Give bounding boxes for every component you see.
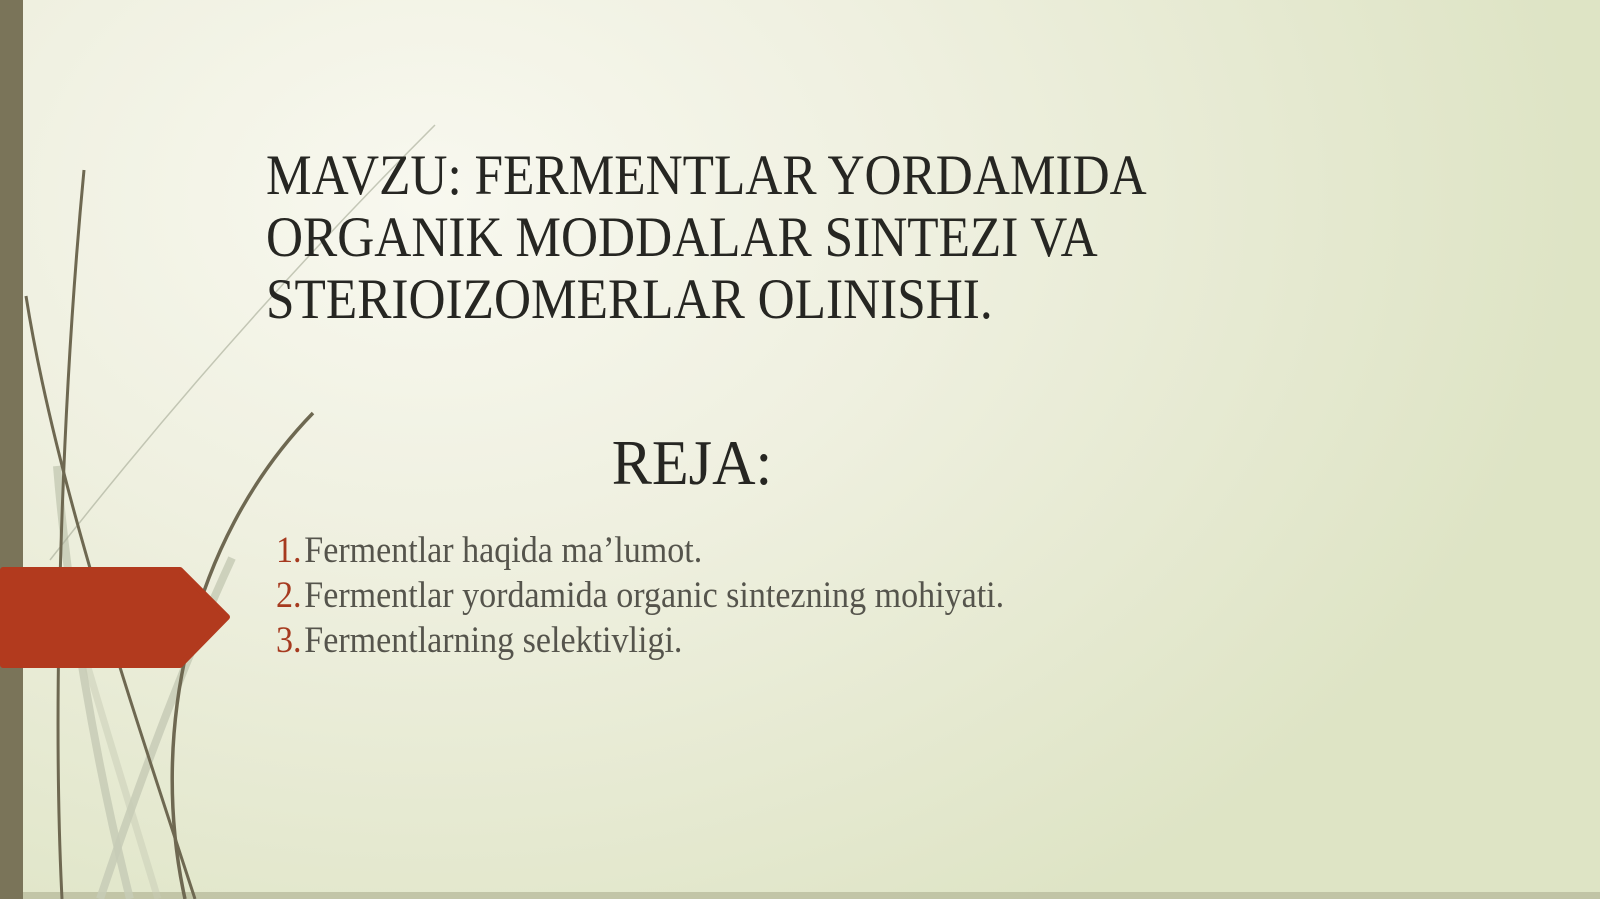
title-line: MAVZU: FERMENTLAR YORDAMIDA bbox=[266, 144, 1147, 207]
plan-heading: REJA: bbox=[611, 427, 773, 498]
left-accent-bar bbox=[0, 0, 23, 899]
plan-list-item bbox=[276, 618, 1004, 663]
item-text: Fermentlar yordamida organic sintezning mohiyati. bbox=[304, 575, 1005, 616]
plan-list bbox=[276, 528, 1004, 663]
item-number: 2. bbox=[276, 575, 302, 616]
slide-title bbox=[266, 145, 1292, 331]
plan-list-item bbox=[276, 573, 1004, 618]
item-number: 3. bbox=[276, 620, 302, 661]
item-number: 1. bbox=[276, 530, 302, 571]
plan-list-item bbox=[276, 528, 1004, 573]
title-line: ORGANIK MODDALAR SINTEZI VA bbox=[266, 206, 1098, 269]
item-text: Fermentlarning selektivligi. bbox=[304, 620, 683, 661]
title-line: STERIOIZOMERLAR OLINISHI. bbox=[266, 268, 993, 331]
item-text: Fermentlar haqida ma’lumot. bbox=[304, 530, 703, 571]
slide-bottom-edge bbox=[0, 892, 1600, 899]
